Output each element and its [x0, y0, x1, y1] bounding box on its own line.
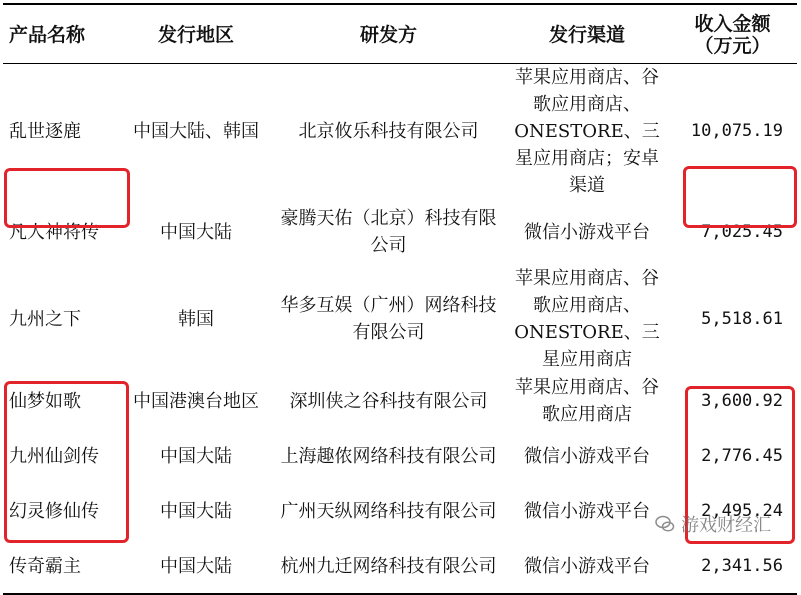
cell-product: 幻灵修仙传 — [9, 501, 99, 522]
cell-channel: 苹果应用商店、谷歌应用商店、ONESTORE、三星应用商店；安卓渠道 — [514, 67, 660, 196]
header-region: 发行地区 — [157, 24, 234, 46]
cell-developer: 华多互娱（广州）网络科技有限公司 — [280, 295, 497, 343]
cell-channel: 微信小游戏平台 — [524, 221, 650, 243]
cell-income: 5,518.61 — [701, 308, 783, 329]
header-developer: 研发方 — [359, 24, 417, 46]
cell-developer: 深圳侠之谷科技有限公司 — [289, 390, 488, 412]
table-row — [3, 429, 797, 484]
cell-channel: 苹果应用商店、谷歌应用商店 — [515, 377, 659, 425]
cell-channel: 微信小游戏平台 — [524, 446, 650, 467]
cell-product: 九州之下 — [9, 308, 81, 330]
table-row — [3, 373, 797, 429]
cell-region: 中国港澳台地区 — [133, 390, 259, 412]
cell-product: 传奇霸主 — [9, 555, 81, 577]
cell-income: 2,341.56 — [701, 555, 783, 576]
revenue-table — [3, 3, 797, 595]
cell-developer: 北京攸乐科技有限公司 — [298, 121, 479, 142]
cell-channel: 苹果应用商店、谷歌应用商店、ONESTORE、三星应用商店 — [514, 268, 660, 370]
cell-income: 7,025.45 — [701, 221, 783, 242]
cell-product: 九州仙剑传 — [9, 446, 99, 467]
cell-developer: 上海趣侬网络科技有限公司 — [280, 446, 497, 467]
cell-region: 韩国 — [178, 308, 214, 330]
header-income-line2: （万元） — [694, 35, 771, 57]
cell-developer: 豪腾天佑（北京）科技有限公司 — [280, 208, 497, 256]
table-row — [3, 64, 797, 200]
cell-region: 中国大陆 — [160, 501, 232, 522]
cell-income: 10,075.19 — [690, 121, 783, 141]
header-product-name: 产品名称 — [9, 24, 86, 46]
cell-region: 中国大陆 — [160, 555, 232, 577]
cell-region: 中国大陆 — [160, 446, 232, 467]
cell-developer: 杭州九迁网络科技有限公司 — [280, 555, 497, 577]
watermark-text: 游戏财经汇 — [681, 515, 771, 536]
cell-region: 中国大陆、韩国 — [133, 121, 259, 142]
cell-income: 2,776.45 — [701, 446, 783, 466]
cell-product: 仙梦如歌 — [9, 390, 81, 412]
wechat-icon — [655, 514, 675, 534]
table-header-row — [3, 4, 797, 64]
header-channel: 发行渠道 — [548, 24, 625, 46]
table-row — [3, 199, 797, 265]
cell-income: 2,495.24 — [701, 501, 783, 521]
cell-developer: 广州天纵网络科技有限公司 — [280, 501, 497, 522]
table-row — [3, 539, 797, 594]
header-income-line1: 收入金额 — [694, 13, 771, 35]
header-income — [668, 4, 797, 64]
cell-region: 中国大陆 — [160, 221, 232, 243]
cell-channel: 微信小游戏平台 — [524, 501, 650, 522]
watermark — [655, 511, 771, 537]
cell-product: 乱世逐鹿 — [9, 121, 81, 142]
cell-income: 3,600.92 — [701, 390, 783, 411]
cell-product: 凡人神将传 — [9, 221, 99, 243]
table-row — [3, 265, 797, 373]
cell-channel: 微信小游戏平台 — [524, 555, 650, 577]
